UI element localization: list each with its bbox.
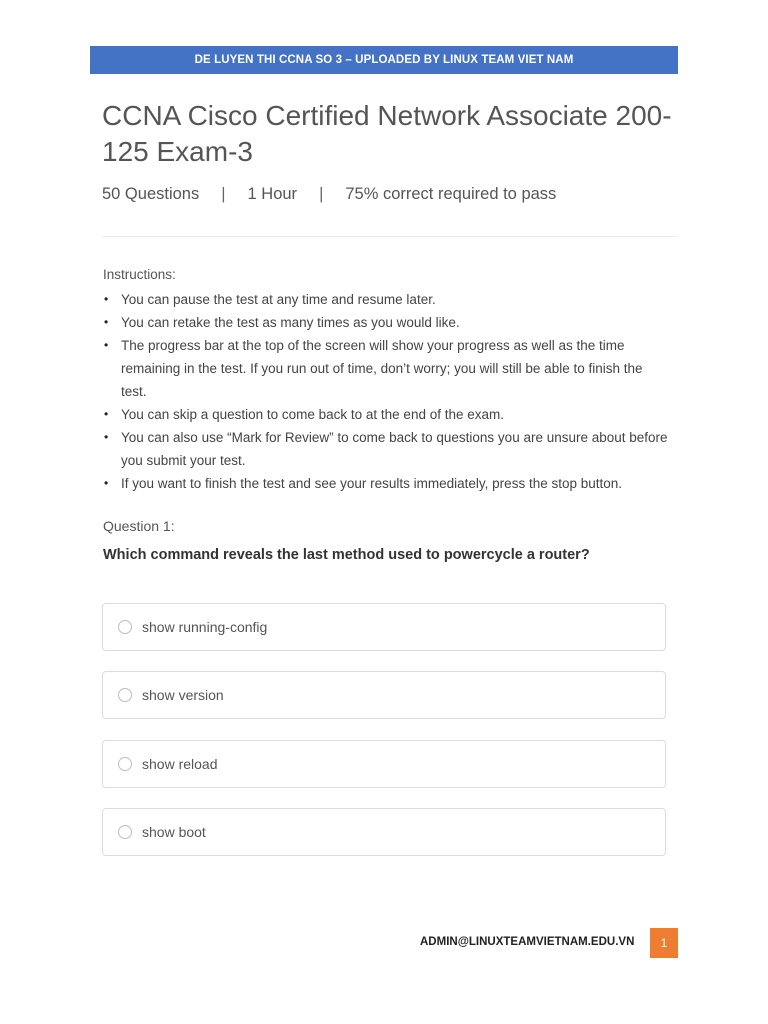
answer-option-label: show boot — [142, 824, 206, 840]
instruction-item — [103, 472, 668, 495]
meta-separator: | — [319, 185, 324, 203]
page-number: 1 — [660, 936, 668, 950]
instructions-heading: Instructions: — [103, 267, 176, 282]
instruction-text: The progress bar at the top of the screen will show your progress as well as the time remaining in the test. If you run out of time, don’t worry; you will still be able to finish the test. — [121, 338, 643, 399]
pass-requirement: 75% correct required to pass — [345, 185, 557, 203]
meta-separator: | — [221, 185, 226, 203]
instruction-text: You can pause the test at any time and resume later. — [121, 292, 436, 307]
answer-option-label: show version — [142, 687, 224, 703]
instruction-item — [103, 426, 668, 472]
header-banner — [90, 46, 678, 74]
instruction-item — [103, 403, 668, 426]
instruction-text: If you want to finish the test and see your results immediately, press the stop button. — [121, 476, 623, 491]
instruction-text: You can skip a question to come back to at the end of the exam. — [121, 407, 504, 422]
instruction-item — [103, 288, 668, 311]
instruction-text: You can retake the test as many times as you would like. — [121, 315, 460, 330]
answer-option-4[interactable] — [102, 808, 666, 856]
answer-option-1[interactable] — [102, 603, 666, 651]
instruction-item — [103, 334, 668, 403]
radio-button-icon[interactable] — [118, 757, 132, 771]
answer-option-label: show running-config — [142, 619, 268, 635]
bullet-icon: • — [104, 476, 109, 490]
page-number-badge — [650, 928, 678, 958]
question-text: Which command reveals the last method used to powercycle a router? — [103, 547, 590, 563]
radio-button-icon[interactable] — [118, 620, 132, 634]
exam-meta — [102, 185, 556, 204]
bullet-icon: • — [104, 407, 109, 421]
header-banner-text: DE LUYEN THI CCNA SO 3 – UPLOADED BY LINUX TEAM VIET NAM — [194, 54, 574, 66]
answer-option-2[interactable] — [102, 671, 666, 719]
bullet-icon: • — [104, 430, 109, 444]
instruction-item — [103, 311, 668, 334]
answer-option-3[interactable] — [102, 740, 666, 788]
bullet-icon: • — [104, 315, 109, 329]
radio-button-icon[interactable] — [118, 825, 132, 839]
exam-duration: 1 Hour — [247, 185, 298, 203]
exam-title: CCNA Cisco Certified Network Associate 200-125 Exam-3 — [102, 100, 672, 167]
instruction-text: You can also use “Mark for Review” to come back to questions you are unsure about before you submit your test. — [121, 430, 668, 468]
bullet-icon: • — [104, 338, 109, 352]
section-divider — [102, 236, 678, 237]
question-count: 50 Questions — [102, 185, 200, 203]
answer-option-label: show reload — [142, 756, 218, 772]
question-label: Question 1: — [103, 518, 175, 534]
instructions-list — [103, 288, 668, 495]
radio-button-icon[interactable] — [118, 688, 132, 702]
footer-email: ADMIN@LINUXTEAMVIETNAM.EDU.VN — [420, 936, 635, 948]
bullet-icon: • — [104, 292, 109, 306]
